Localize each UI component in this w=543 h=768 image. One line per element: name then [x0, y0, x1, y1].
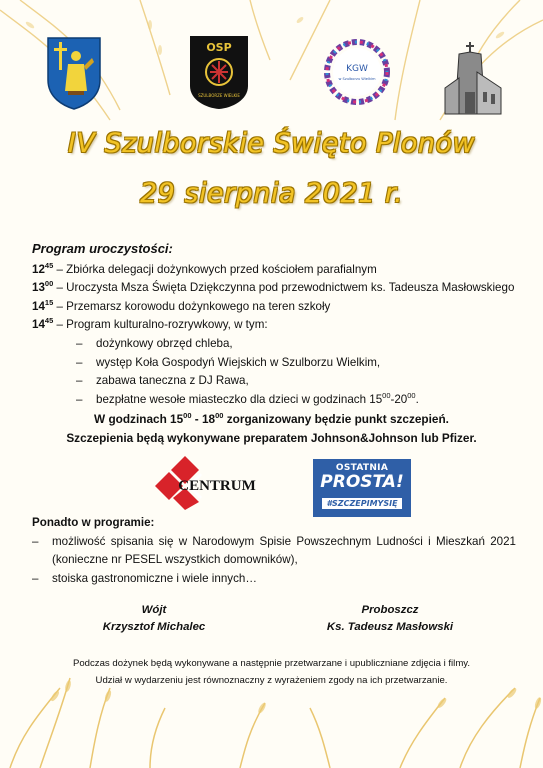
osp-emblem-icon	[188, 34, 250, 110]
centrum-text: CENTRUM	[178, 478, 256, 494]
church-icon	[443, 32, 503, 116]
kgw-title: KGW	[346, 64, 368, 74]
prosta-hashtag: #SZCZEPIMYSIĘ	[322, 498, 401, 509]
program-item: $14^{15}$ – Przemarsz korowodu dożynkowego na teren szkoły	[32, 297, 331, 313]
ostatnia-prosta-logo	[313, 459, 411, 517]
logos-row	[0, 32, 543, 118]
vaccination-line-1: W godzinach $15^{00} - 18^{00}$ zorganizowany będzie punkt szczepień.	[94, 411, 449, 426]
program-heading: Program uroczystości:	[32, 241, 173, 256]
prosta-top-text: OSTATNIA	[335, 463, 389, 473]
mayor-role: Wójt	[141, 604, 167, 616]
signature-mayor	[54, 602, 254, 636]
program-item: $12^{45}$ – Zbiórka delegacji dożynkowych przed kościołem parafialnym	[32, 260, 377, 276]
program-item: $14^{45}$ – Program kulturalno-rozrywkowy, w tym:	[32, 316, 268, 332]
extra-heading: Ponadto w programie:	[32, 516, 155, 529]
vaccination-info	[0, 410, 543, 448]
privacy-line-1: Podczas dożynek będą wykonywane a następnie przetwarzane i upubliczniane zdjęcia i filmy.	[72, 658, 471, 669]
event-date: 29 sierpnia 2021 r.	[139, 178, 404, 209]
extra-item: – możliwość spisania się w Narodowym Spisie Powszechnym Ludności i Mieszkań 2021	[32, 534, 516, 548]
kgw-wreath-icon	[320, 34, 394, 110]
prosta-main-text: PROSTA!	[320, 472, 404, 492]
signature-parish-priest	[290, 602, 490, 636]
mayor-name: Krzysztof Michalec	[102, 621, 206, 633]
privacy-line-2: Udział w wydarzeniu jest równoznaczny z wyrażeniem zgody na ich przetwarzanie.	[95, 675, 448, 686]
centrum-logo	[155, 452, 260, 510]
priest-role: Proboszcz	[361, 604, 419, 616]
program-sub-item: – bezpłatne wesołe miasteczko dla dzieci w godzinach $15^{00}-20^{00}$.	[76, 390, 419, 406]
privacy-notice	[0, 655, 543, 689]
priest-name: Ks. Tadeusz Masłowski	[326, 621, 454, 633]
program-sub-item: – dożynkowy obrzęd chleba,	[76, 336, 233, 350]
program-section	[32, 240, 522, 409]
kgw-subtitle: w Szulborzu Wielkim	[338, 77, 376, 81]
program-sub-item: – występ Koła Gospodyń Wiejskich w Szulborzu Wielkim,	[76, 355, 381, 369]
event-title: IV Szulborskie Święto Plonów	[67, 128, 476, 159]
vaccination-line-2: Szczepienia będą wykonywane preparatem Johnson&Johnson lub Pfizer.	[66, 431, 477, 445]
program-item: $13^{00}$ – Uroczysta Msza Święta Dziękczynna pod przewodnictwem ks. Tadeusza Masłowskiego	[32, 279, 515, 295]
extra-item-continuation: (konieczne nr PESEL wszystkich domowników),	[52, 553, 298, 567]
coat-of-arms-icon	[46, 36, 102, 110]
osp-caption: SZULBORZE WIELKIE	[198, 93, 240, 98]
extra-section	[32, 514, 516, 588]
extra-item: – stoiska gastronomiczne i wiele innych…	[32, 571, 257, 585]
program-sub-item: – zabawa taneczna z DJ Rawa,	[76, 374, 249, 388]
osp-letters: OSP	[206, 41, 232, 54]
